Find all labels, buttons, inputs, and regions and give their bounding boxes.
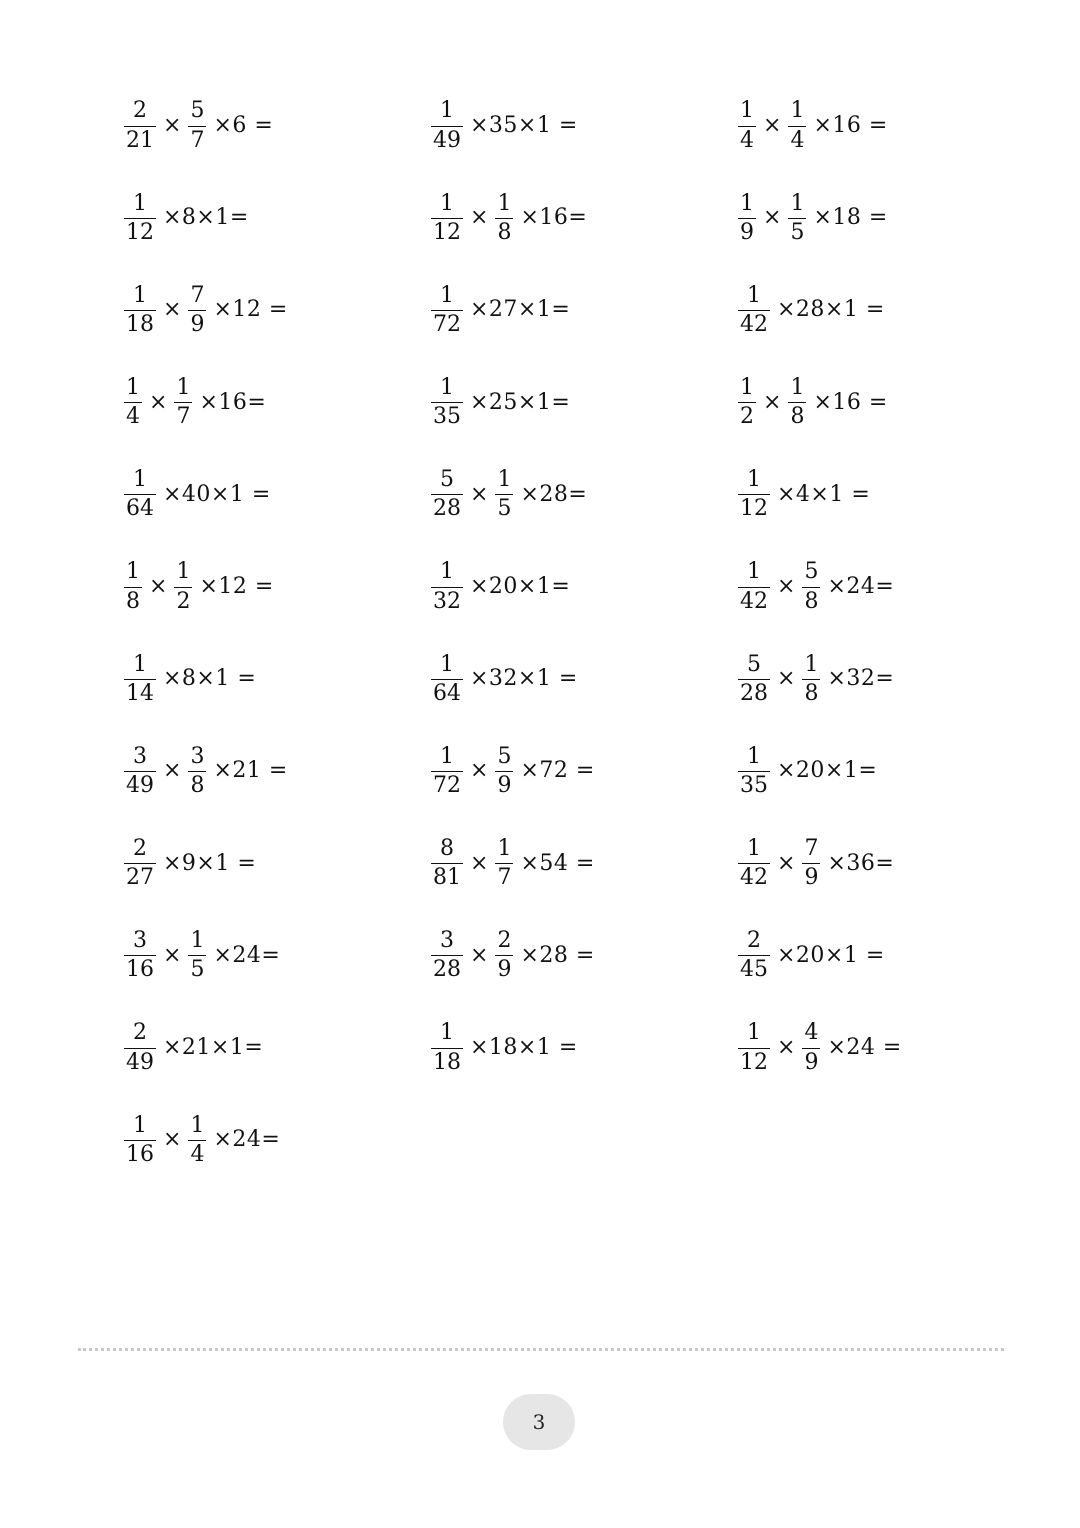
numerator: 5 [440,467,454,493]
expression-tail: ×24= [213,1127,281,1153]
expression-tail: ×24= [827,574,895,599]
denominator: 72 [433,311,461,337]
problem-item [121,1018,263,1078]
fraction [738,929,770,982]
denominator: 7 [497,865,512,891]
denominator: 16 [126,957,154,983]
fraction [124,376,142,429]
numerator: 1 [176,374,191,400]
expression-tail: ×20×1= [470,574,571,599]
numerator: 3 [133,928,147,954]
numerator: 1 [190,1112,205,1138]
denominator: 9 [740,219,754,245]
times-sign: × [470,758,489,784]
expression-tail: ×28 = [520,942,595,968]
numerator: 1 [790,190,805,216]
denominator: 2 [740,404,754,430]
problem-item [121,373,266,433]
fraction [431,929,463,982]
denominator: 28 [740,680,768,706]
numerator: 1 [126,559,140,585]
problem-item [428,188,587,248]
denominator: 49 [126,772,154,798]
fraction [431,1021,463,1074]
problem-item [735,188,888,248]
denominator: 7 [190,127,205,153]
denominator: 4 [790,127,805,153]
numerator: 8 [440,835,454,861]
denominator: 12 [126,219,154,245]
problem-item [735,649,894,709]
problem-item [428,465,587,525]
numerator: 1 [133,1112,147,1138]
expression-tail: ×35×1 = [470,113,578,138]
times-sign: × [470,481,489,507]
times-sign: × [163,942,182,968]
denominator: 64 [433,680,461,706]
denominator: 21 [126,127,154,153]
denominator: 9 [804,865,819,891]
denominator: 12 [740,496,768,522]
denominator: 5 [790,219,805,245]
fraction [188,1114,206,1167]
times-sign: × [763,113,782,138]
numerator: 1 [790,98,805,124]
problem-item [121,741,288,801]
denominator: 28 [433,957,461,983]
numerator: 1 [176,559,191,585]
fraction [738,468,770,521]
numerator: 2 [133,1020,147,1046]
times-sign: × [163,1127,182,1153]
problem-item [735,96,888,156]
fraction [431,284,463,337]
numerator: 1 [747,559,761,585]
numerator: 1 [126,374,140,400]
fraction [124,929,156,982]
denominator: 14 [126,680,154,706]
fraction [738,99,756,152]
numerator: 1 [440,743,454,769]
numerator: 5 [747,651,761,677]
times-sign: × [777,666,796,692]
fraction [738,284,770,337]
expression-tail: ×16 = [813,113,888,138]
fraction [495,837,513,890]
numerator: 2 [133,835,147,861]
denominator: 4 [740,127,754,153]
expression-tail: ×25×1= [470,389,571,415]
numerator: 7 [804,835,819,861]
expression-tail: ×12 = [213,297,288,323]
denominator: 8 [804,588,819,614]
numerator: 1 [747,467,761,493]
denominator: 8 [497,219,512,245]
expression-tail: ×72 = [520,758,595,784]
times-sign: × [470,942,489,968]
numerator: 1 [790,374,805,400]
fraction [431,837,463,890]
numerator: 4 [804,1020,819,1046]
denominator: 81 [433,865,461,891]
denominator: 4 [126,404,140,430]
numerator: 7 [190,282,205,308]
fraction [188,99,206,152]
fraction [124,837,156,890]
numerator: 2 [747,928,761,954]
fraction [174,560,192,613]
denominator: 28 [433,496,461,522]
problem-item [121,1110,280,1170]
fraction [124,192,156,245]
denominator: 8 [804,680,819,706]
expression-tail: ×27×1= [470,297,571,323]
times-sign: × [777,1035,796,1060]
numerator: 1 [133,282,147,308]
fraction [431,376,463,429]
numerator: 1 [133,467,147,493]
numerator: 1 [440,651,454,677]
times-sign: × [163,297,182,323]
denominator: 18 [433,1049,461,1075]
fraction [124,99,156,152]
expression-tail: ×12 = [199,574,274,599]
problem-item [121,188,249,248]
fraction [174,376,192,429]
numerator: 1 [133,190,147,216]
expression-tail: ×24 = [827,1035,902,1060]
numerator: 5 [190,98,205,124]
expression-tail: ×36= [827,850,895,876]
numerator: 1 [497,835,512,861]
expression-tail: ×16 = [813,389,888,415]
problem-item [428,926,595,986]
fraction [188,929,206,982]
fraction [788,99,806,152]
fraction [124,1114,156,1167]
fraction [802,560,820,613]
expression-tail: ×32×1 = [470,666,578,692]
numerator: 1 [804,651,819,677]
numerator: 3 [440,928,454,954]
problem-item [428,96,578,156]
problem-item [121,96,273,156]
expression-tail: ×9×1 = [163,850,257,876]
fraction [738,745,770,798]
denominator: 16 [126,1141,154,1167]
problem-item [121,280,288,340]
problem-item [428,649,578,709]
problem-item [428,280,570,340]
expression-tail: ×54 = [520,850,595,876]
denominator: 18 [126,311,154,337]
fraction [802,1021,820,1074]
fraction [431,560,463,613]
fraction [495,929,513,982]
times-sign: × [149,574,168,599]
numerator: 1 [740,374,754,400]
problem-item [735,741,877,801]
denominator: 32 [433,588,461,614]
problem-item [121,834,256,894]
denominator: 45 [740,957,768,983]
times-sign: × [470,205,489,231]
fraction [495,468,513,521]
numerator: 3 [190,743,205,769]
denominator: 42 [740,311,768,337]
numerator: 2 [133,98,147,124]
fraction [188,745,206,798]
numerator: 1 [440,559,454,585]
denominator: 8 [190,772,205,798]
numerator: 1 [440,282,454,308]
problem-item [121,649,256,709]
expression-tail: ×16= [199,389,267,415]
denominator: 49 [433,127,461,153]
fraction [738,653,770,706]
problem-item [121,926,280,986]
problem-item [735,280,885,340]
times-sign: × [777,850,796,876]
numerator: 1 [747,743,761,769]
numerator: 1 [747,835,761,861]
expression-tail: ×20×1 = [777,942,885,968]
fraction [738,837,770,890]
denominator: 5 [190,957,205,983]
expression-tail: ×28= [520,481,588,507]
numerator: 1 [440,1020,454,1046]
denominator: 64 [126,496,154,522]
numerator: 1 [440,190,454,216]
expression-tail: ×18 = [813,205,888,231]
problem-item [121,465,271,525]
denominator: 2 [176,588,191,614]
denominator: 27 [126,865,154,891]
expression-tail: ×28×1 = [777,297,885,323]
fraction [495,745,513,798]
problem-item [735,926,885,986]
numerator: 1 [133,651,147,677]
fraction [124,1021,156,1074]
denominator: 8 [126,588,140,614]
denominator: 12 [740,1049,768,1075]
times-sign: × [763,389,782,415]
numerator: 1 [740,98,754,124]
denominator: 72 [433,772,461,798]
fraction [802,653,820,706]
fraction [788,192,806,245]
fraction [738,1021,770,1074]
denominator: 9 [497,957,512,983]
expression-tail: ×21×1= [163,1035,264,1060]
fraction [495,192,513,245]
denominator: 42 [740,865,768,891]
times-sign: × [763,205,782,231]
denominator: 35 [740,772,768,798]
expression-tail: ×4×1 = [777,481,871,507]
expression-tail: ×8×1= [163,205,249,231]
numerator: 1 [440,98,454,124]
expression-tail: ×18×1 = [470,1035,578,1060]
expression-tail: ×8×1 = [163,666,257,692]
times-sign: × [163,113,182,138]
problem-item [428,741,595,801]
denominator: 12 [433,219,461,245]
denominator: 9 [497,772,512,798]
denominator: 4 [190,1141,205,1167]
problem-item [428,557,570,617]
fraction [431,653,463,706]
problem-item [735,373,888,433]
problem-item [735,1018,902,1078]
expression-tail: ×6 = [213,113,274,138]
expression-tail: ×16= [520,205,588,231]
denominator: 9 [190,311,205,337]
expression-tail: ×24= [213,942,281,968]
numerator: 1 [747,1020,761,1046]
fraction [738,376,756,429]
problem-item [428,1018,578,1078]
dotted-divider [78,1348,1004,1351]
times-sign: × [777,574,796,599]
problem-item [428,834,595,894]
times-sign: × [163,758,182,784]
fraction [124,284,156,337]
fraction [124,560,142,613]
numerator: 3 [133,743,147,769]
fraction [431,99,463,152]
expression-tail: ×40×1 = [163,481,271,507]
fraction [124,745,156,798]
fraction [738,560,770,613]
fraction [431,745,463,798]
numerator: 1 [740,190,754,216]
problem-item [121,557,274,617]
times-sign: × [470,850,489,876]
page-number-badge [503,1394,575,1450]
denominator: 49 [126,1049,154,1075]
times-sign: × [149,389,168,415]
fraction [188,284,206,337]
fraction [738,192,756,245]
problem-item [735,465,870,525]
fraction [431,192,463,245]
page-number: 3 [532,1410,546,1434]
numerator: 2 [497,928,512,954]
denominator: 5 [497,496,512,522]
numerator: 1 [747,282,761,308]
numerator: 1 [440,374,454,400]
numerator: 1 [190,928,205,954]
fraction [802,837,820,890]
fraction [431,468,463,521]
numerator: 5 [497,743,512,769]
denominator: 35 [433,404,461,430]
expression-tail: ×21 = [213,758,288,784]
fraction [124,468,156,521]
denominator: 8 [790,404,805,430]
denominator: 42 [740,588,768,614]
denominator: 9 [804,1049,819,1075]
expression-tail: ×32= [827,666,895,692]
problem-item [735,834,894,894]
expression-tail: ×20×1= [777,758,878,784]
problem-item [428,373,570,433]
numerator: 5 [804,559,819,585]
fraction [788,376,806,429]
numerator: 1 [497,190,512,216]
denominator: 7 [176,404,191,430]
problem-item [735,557,894,617]
fraction [124,653,156,706]
numerator: 1 [497,467,512,493]
